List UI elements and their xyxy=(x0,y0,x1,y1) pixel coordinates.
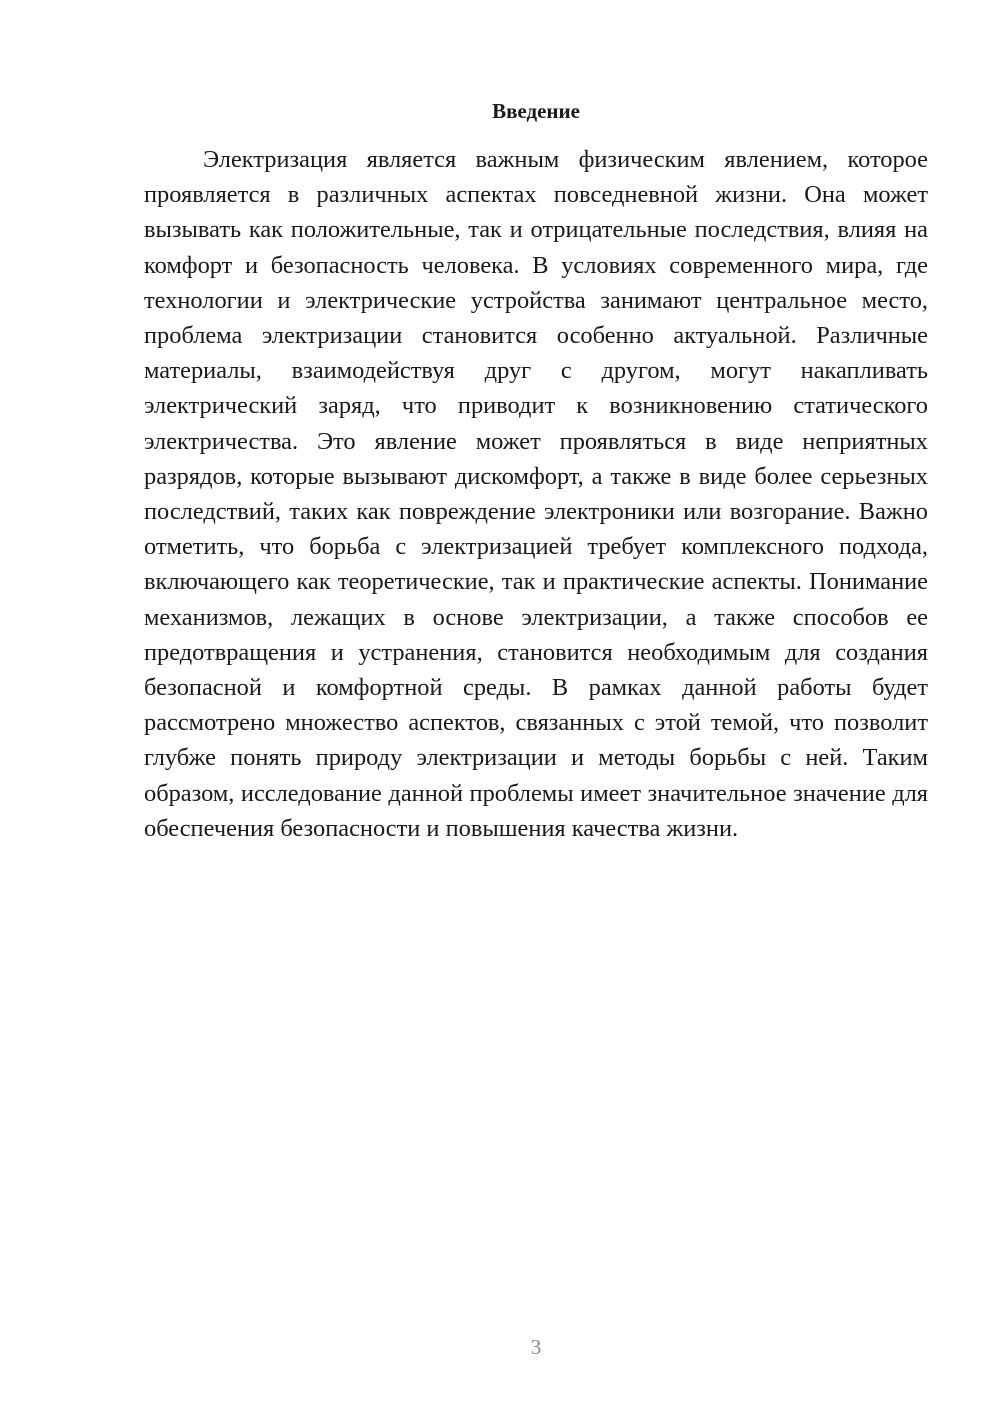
page-number: 3 xyxy=(530,1335,542,1359)
body-paragraph: Электризация является важным физическим явлением, которое проявляется в различных аспектах повседневной жизни. Она может вызывать как положительные, так и отрицательные последствия, влияя на комфорт и безопасность человека. В условиях современного мира, где технологии и электрические устройства занимают центральное место, проблема электризации становится особенно актуальной. Различные материалы, взаимодействуя друг с другом, могут накапливать электрический заряд, что приводит к возникновению статического электричества. Это явление может проявляться в виде неприятных разрядов, которые вызывают дискомфорт, а также в виде более серьезных последствий, таких как повреждение электроники или возгорание. Важно отметить, что борьба с электризацией требует комплексного подхода, включающего как теоретические, так и практические аспекты. Понимание механизмов, лежащих в основе электризации, а также способов ее предотвращения и устранения, становится необходимым для создания безопасной и комфортной среды. В рамках данной работы будет рассмотрено множество аспектов, связанных с этой темой, что позволит глубже понять природу электризации и методы борьбы с ней. Таким образом, исследование данной проблемы имеет значительное значение для обеспечения безопасности и повышения качества жизни. xyxy=(144,146,928,842)
section-title: Введение xyxy=(492,99,580,123)
